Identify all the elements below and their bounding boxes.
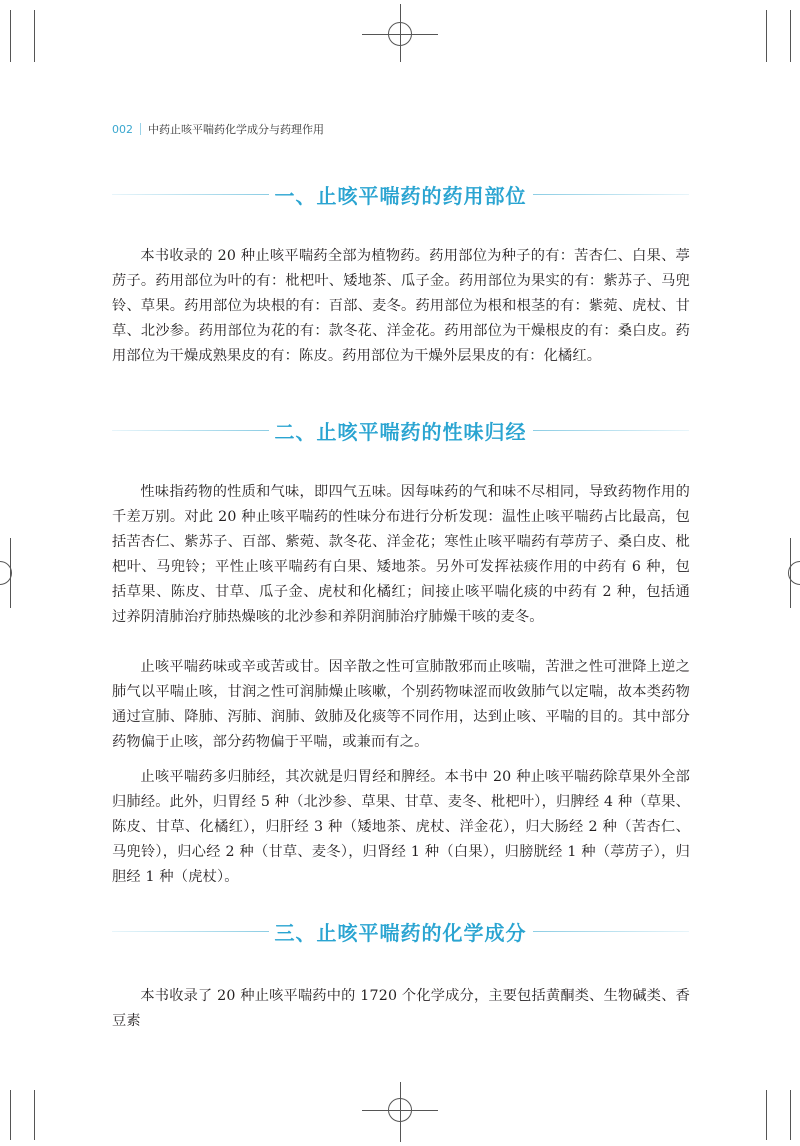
section-title: 三、止咳平喘药的化学成分 [274, 920, 527, 945]
paragraph: 本书收录的 20 种止咳平喘药全部为植物药。药用部位为种子的有：苦杏仁、白果、葶苈子。药用部位为叶的有：枇杷叶、矮地茶、瓜子金。药用部位为果实的有：紫苏子、马兜铃、草果。药用部位为块根的有：百部、麦冬。药用部位为根和根茎的有：紫菀、虎杖、甘草、北沙参。药用部位为花的有：款冬花、洋金花。药用部位为干燥根皮的有：桑白皮。药用部位为干燥成熟果皮的有：陈皮。药用部位为干燥外层果皮的有：化橘红。 [112, 248, 690, 364]
registration-line-right-v [790, 538, 791, 608]
crop-mark-tl-v2 [10, 10, 11, 62]
heading-rule-right [533, 430, 690, 431]
registration-line-bottom-v [400, 1082, 401, 1142]
paragraph: 本书收录了 20 种止咳平喘药中的 1720 个化学成分，主要包括黄酮类、生物碱类、香豆素 [112, 988, 690, 1029]
section-heading-2 [112, 413, 689, 447]
heading-rule-right [533, 931, 690, 932]
crop-mark-tr-v1 [766, 10, 767, 62]
page-number: 002 [112, 122, 133, 136]
book-title: 中药止咳平喘药化学成分与药理作用 [148, 123, 324, 136]
crop-mark-br-v1 [766, 1090, 767, 1140]
paragraph: 止咳平喘药多归肺经，其次就是归胃经和脾经。本书中 20 种止咳平喘药除草果外全部归肺经。此外，归胃经 5 种（北沙参、草果、甘草、麦冬、枇杷叶），归脾经 4 种（草果、陈皮、甘草、化橘红），归肝经 3 种（矮地茶、虎杖、洋金花），归大肠经 2 种（苦杏仁、马兜铃），归心经 2 种（甘草、麦冬），归肾经 1 种（白果），归膀胱经 1 种（葶苈子），归胆经 1 种（虎杖）。 [112, 769, 690, 885]
crop-mark-bl-v1 [34, 1090, 35, 1140]
heading-rule-left [112, 931, 269, 932]
running-header [112, 121, 324, 137]
section-title: 一、止咳平喘药的药用部位 [274, 183, 527, 208]
header-divider [140, 123, 141, 135]
registration-line-top-v [400, 4, 401, 62]
heading-rule-left [112, 194, 269, 195]
heading-rule-right [533, 194, 690, 195]
crop-mark-tr-v2 [790, 10, 791, 62]
crop-mark-br-v2 [790, 1090, 791, 1140]
crop-mark-tl-v1 [34, 10, 35, 62]
crop-mark-bl-v2 [10, 1090, 11, 1140]
paragraph: 止咳平喘药味或辛或苦或甘。因辛散之性可宣肺散邪而止咳喘，苦泄之性可泄降上逆之肺气以平喘止咳，甘润之性可润肺燥止咳嗽，个别药物味涩而收敛肺气以定喘，故本类药物通过宣肺、降肺、泻肺、润肺、敛肺及化痰等不同作用，达到止咳、平喘的目的。其中部分药物偏于止咳，部分药物偏于平喘，或兼而有之。 [112, 659, 690, 750]
heading-rule-left [112, 430, 269, 431]
registration-line-left-v [10, 538, 11, 608]
paragraph: 性味指药物的性质和气味，即四气五味。因每味药的气和味不尽相同，导致药物作用的千差万别。对此 20 种止咳平喘药的性味分布进行分析发现：温性止咳平喘药占比最高，包括苦杏仁、紫苏子、百部、紫菀、款冬花、洋金花；寒性止咳平喘药有葶苈子、桑白皮、枇杷叶、马兜铃；平性止咳平喘药有白果、矮地茶。另外可发挥祛痰作用的中药有 6 种，包括草果、陈皮、甘草、瓜子金、虎杖和化橘红；间接止咳平喘化痰的中药有 2 种，包括通过养阴清肺治疗肺热燥咳的北沙参和养阴润肺治疗肺燥干咳的麦冬。 [112, 484, 690, 625]
section-title: 二、止咳平喘药的性味归经 [274, 419, 527, 444]
section-heading-1 [112, 177, 689, 211]
section-heading-3 [112, 914, 689, 948]
